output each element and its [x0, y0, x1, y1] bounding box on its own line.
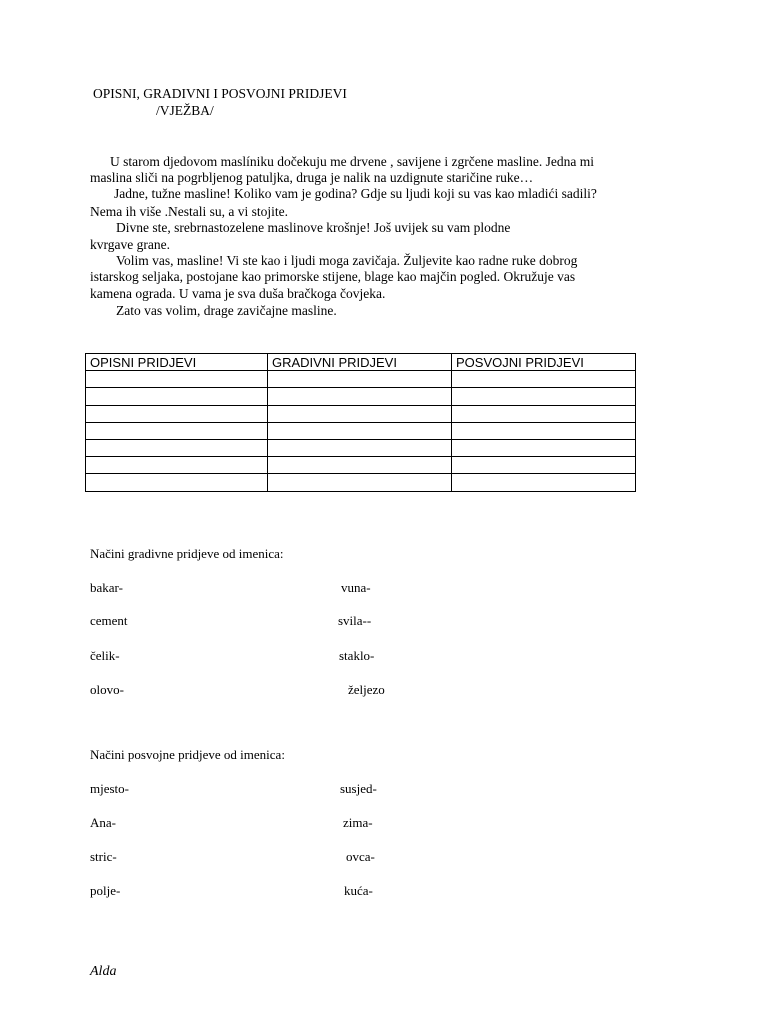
table-cell[interactable] — [452, 388, 636, 405]
story-line: Volim vas, masline! Vi ste kao i ljudi moga zavičaja. Žuljevite kao radne ruke dobrog — [116, 253, 578, 268]
story-line: U starom djedovom maslíniku dočekuju me drvene , savijene i zgrčene masline. Jedna mi — [110, 154, 594, 169]
table-cell[interactable] — [86, 422, 268, 439]
table-cell[interactable] — [86, 439, 268, 456]
table-cell[interactable] — [268, 474, 452, 491]
author-signature: Alda — [90, 964, 117, 979]
posvojni-noun: mjesto- — [90, 781, 129, 796]
gradivni-noun: bakar- — [90, 580, 123, 595]
header-posvojni: POSVOJNI PRIDJEVI — [452, 354, 636, 371]
table-cell[interactable] — [86, 474, 268, 491]
posvojni-noun: stric- — [90, 849, 117, 864]
gradivni-noun: olovo- — [90, 682, 124, 697]
story-line: kamena ograda. U vama je sva duša bračkoga čovjeka. — [90, 286, 386, 301]
gradivni-noun: staklo- — [339, 648, 375, 663]
table-row — [86, 422, 636, 439]
table-row — [86, 388, 636, 405]
story-line: Nema ih više .Nestali su, a vi stojite. — [90, 204, 288, 219]
table-cell[interactable] — [268, 405, 452, 422]
gradivni-noun: svila-- — [338, 613, 372, 628]
posvojni-noun: zima- — [343, 815, 373, 830]
gradivni-heading: Načini gradivne pridjeve od imenica: — [90, 546, 284, 561]
table-cell[interactable] — [86, 388, 268, 405]
table-row — [86, 457, 636, 474]
table-cell[interactable] — [452, 371, 636, 388]
table-cell[interactable] — [86, 405, 268, 422]
table-cell[interactable] — [452, 422, 636, 439]
gradivni-noun: željezo — [348, 682, 385, 697]
worksheet-title: OPISNI, GRADIVNI I POSVOJNI PRIDJEVI — [93, 86, 347, 101]
posvojni-noun: susjed- — [340, 781, 377, 796]
gradivni-noun: čelik- — [90, 648, 120, 663]
table-cell[interactable] — [268, 457, 452, 474]
story-line: Jadne, tužne masline! Koliko vam je godina? Gdje su ljudi koji su vas kao mladići sadili? — [114, 186, 597, 201]
worksheet-subtitle: /VJEŽBA/ — [156, 103, 214, 118]
gradivni-noun: vuna- — [341, 580, 371, 595]
table-cell[interactable] — [452, 474, 636, 491]
story-line: kvrgave grane. — [90, 237, 170, 252]
posvojni-heading: Načini posvojne pridjeve od imenica: — [90, 747, 285, 762]
posvojni-noun: polje- — [90, 883, 121, 898]
table-cell[interactable] — [268, 439, 452, 456]
table-cell[interactable] — [268, 388, 452, 405]
header-opisni: OPISNI PRIDJEVI — [86, 354, 268, 371]
table-cell[interactable] — [268, 371, 452, 388]
story-line: maslina sliči na pogrbljenog patuljka, druga je nalik na uzdignute staričine ruke… — [90, 170, 534, 185]
story-line: Zato vas volim, drage zavičajne masline. — [116, 303, 337, 318]
posvojni-noun: kuća- — [344, 883, 373, 898]
table-row — [86, 439, 636, 456]
table-cell[interactable] — [86, 457, 268, 474]
gradivni-noun: cement — [90, 613, 128, 628]
table-row — [86, 474, 636, 491]
table-cell[interactable] — [268, 422, 452, 439]
table-row — [86, 405, 636, 422]
posvojni-noun: ovca- — [346, 849, 375, 864]
table-header-row — [86, 354, 636, 371]
header-gradivni: GRADIVNI PRIDJEVI — [268, 354, 452, 371]
adjectives-table — [85, 353, 636, 492]
table-cell[interactable] — [86, 371, 268, 388]
posvojni-noun: Ana- — [90, 815, 116, 830]
story-line: Divne ste, srebrnastozelene maslinove krošnje! Još uvijek su vam plodne — [116, 220, 511, 235]
table-cell[interactable] — [452, 457, 636, 474]
table-cell[interactable] — [452, 439, 636, 456]
story-line: istarskog seljaka, postojane kao primorske stijene, blage kao majčin pogled. Okružuje vas — [90, 269, 576, 284]
table-cell[interactable] — [452, 405, 636, 422]
table-row — [86, 371, 636, 388]
